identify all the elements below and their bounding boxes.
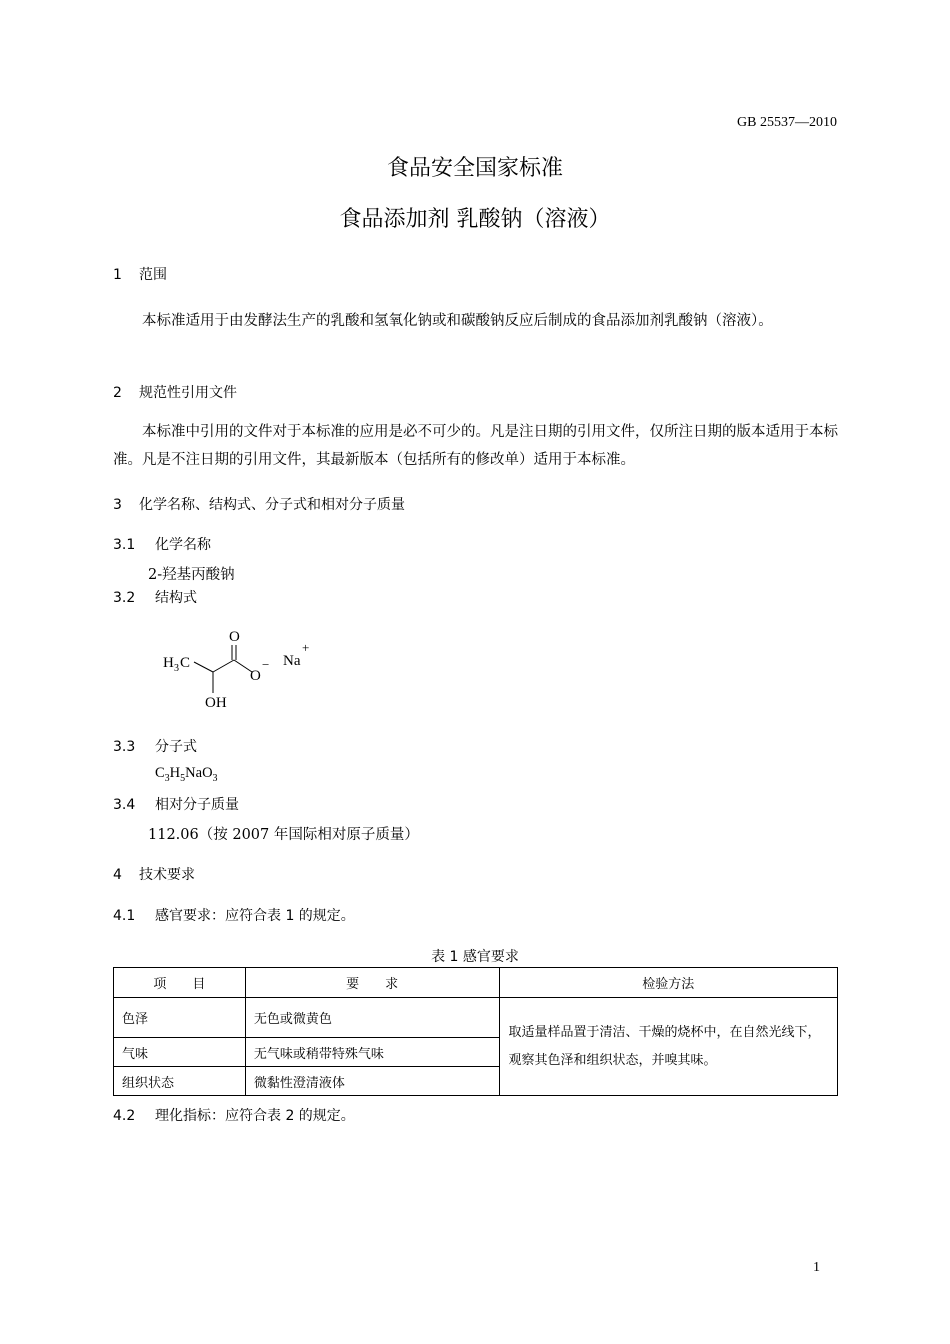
row-requirement: 微黏性澄清液体: [245, 1067, 499, 1096]
row-item: 组织状态: [114, 1067, 246, 1096]
table-row: [114, 998, 838, 1038]
section-3-heading: 3 化学名称、结构式、分子式和相对分子质量: [113, 497, 405, 513]
structural-formula: [150, 620, 330, 720]
document-title: 食品安全国家标准: [386, 156, 563, 181]
hydroxyl-oh: OH: [205, 695, 227, 711]
section-1-text: 本标准适用于由发酵法生产的乳酸和氢氧化钠或和碳酸钠反应后制成的食品添加剂乳酸钠（溶液）。: [142, 313, 773, 329]
page-number: 1: [813, 1260, 820, 1275]
header-method: 检验方法: [499, 968, 838, 998]
section-3-1-heading: 3.1 化学名称: [113, 537, 211, 553]
bonds: [194, 645, 252, 693]
carbonyl-o: O: [229, 629, 240, 645]
bond-c3-o: [234, 660, 252, 672]
h3c-c: C: [180, 655, 191, 671]
section-4-1-text: 4.1 感官要求：应符合表 1 的规定。: [113, 908, 355, 924]
molecular-formula: $C_3H_5NaO_3$: [155, 765, 218, 784]
section-4-2-text: 4.2 理化指标：应符合表 2 的规定。: [113, 1108, 355, 1124]
standard-number: GB 25537—2010: [737, 115, 837, 130]
row-requirement: 无气味或稍带特殊气味: [245, 1038, 499, 1067]
header-item: 项 目: [114, 968, 246, 998]
row-item: 色泽: [114, 998, 246, 1038]
inspection-method: 取适量样品置于清洁、干燥的烧杯中，在自然光线下，观察其色泽和组织状态，并嗅其味。: [499, 998, 838, 1096]
chemical-name: 2-羟基丙酸钠: [148, 567, 235, 583]
bond-c1-c2: [194, 662, 213, 672]
document-subtitle: 食品添加剂 乳酸钠（溶液）: [339, 207, 611, 232]
section-1-heading: 1 范围: [113, 267, 167, 283]
section-2-text: 本标准中引用的文件对于本标准的应用是必不可少的。凡是注日期的引用文件，仅所注日期的版本适用于本标准。凡是不注日期的引用文件，其最新版本（包括所有的修改单）适用于本标准。: [113, 424, 838, 468]
sodium-na: Na: [283, 653, 301, 669]
section-3-4-heading: 3.4 相对分子质量: [113, 797, 239, 813]
h3c-3: 3: [174, 663, 179, 674]
section-4-heading: 4 技术要求: [113, 867, 195, 883]
section-3-2-heading: 3.2 结构式: [113, 590, 197, 606]
h3c-h: H: [163, 655, 174, 671]
header-requirement: 要 求: [245, 968, 499, 998]
section-3-3-heading: 3.3 分子式: [113, 739, 197, 755]
table-header-row: [114, 968, 838, 998]
section-2-heading: 2 规范性引用文件: [113, 385, 237, 401]
plus-sign: +: [302, 640, 310, 655]
molecular-mass: 112.06（按 2007 年国际相对原子质量）: [148, 827, 419, 843]
bond-c2-c3: [213, 660, 234, 672]
carboxylate-o: O: [250, 668, 261, 684]
minus-sign: −: [262, 657, 270, 672]
row-requirement: 无色或微黄色: [245, 998, 499, 1038]
row-item: 气味: [114, 1038, 246, 1067]
sensory-requirements-table: [113, 967, 838, 1096]
table-1-caption: 表 1 感官要求: [431, 949, 519, 965]
